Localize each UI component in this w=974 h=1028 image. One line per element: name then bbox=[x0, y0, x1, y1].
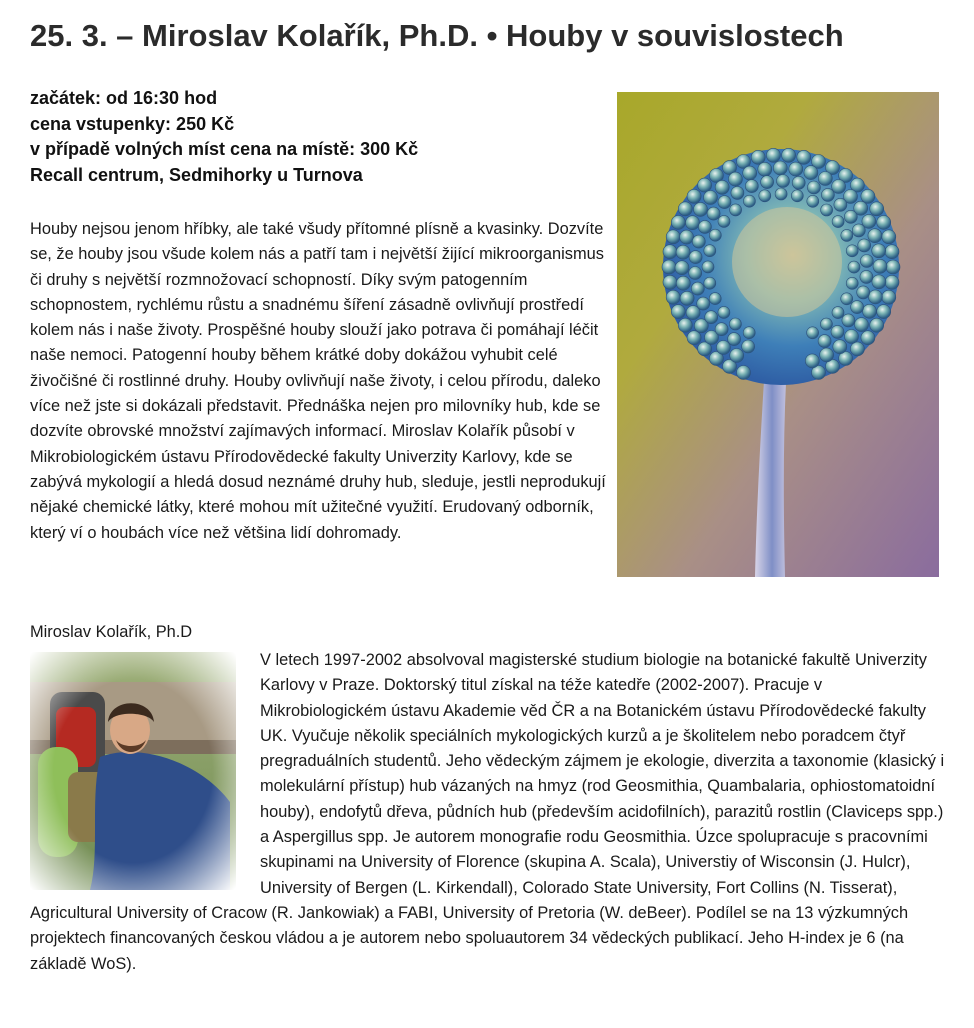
door-price: v případě volných míst cena na místě: 300 Kč bbox=[30, 139, 419, 159]
fungus-micrograph-image bbox=[617, 92, 939, 577]
page-title: 25. 3. – Miroslav Kolařík, Ph.D. • Houby v souvislostech bbox=[30, 18, 844, 53]
event-venue: Recall centrum, Sedmihorky u Turnova bbox=[30, 164, 363, 185]
event-info bbox=[30, 86, 600, 188]
speaker-name-heading: Miroslav Kolařík, Ph.D bbox=[30, 623, 193, 641]
event-description: Houby nejsou jenom hříbky, ale také všudy přítomné plísně a kvasinky. Dozvíte se, že houby jsou všude kolem nás a patří tam i největší žijící mikroorganismus či druhy s největší rozmnožovací schopností. Díky svým patogenním schopnostem, rychlému růstu a snadnému šíření zásadně ovlivňují prostředí kolem nás i naše životy. Prospěšné houby slouží jako potrava či pomáhají léčit naše nemoci. Patogenní houby během krátké doby dokážou vyhubit celé živočišné či rostlinné druhy. Houby ovlivňují naše životy, i celou přírodu, daleko více než jste si dokázali představit. Přednáška nejen pro milovníky hub, kde se dozvíte obrovské množství zajímavých informací. Miroslav Kolařík působí v Mikrobiologickém ústavu Přírodovědecké fakulty Univerzity Karlovy, kde se zabývá mykologií a hledá dosud neznámé druhy hub, sleduje, jestli neprodukují nějaké chemické látky, které mohou mít užitečné využití. Erudovaný odborník, který ví o houbách více než většina lidí dohromady. bbox=[30, 220, 606, 542]
event-start-time: začátek: od 16:30 hod bbox=[30, 88, 218, 108]
speaker-bio-text: V letech 1997-2002 absolvoval magisterské studium biologie na botanické fakultě Univerzity Karlovy v Praze. Doktorský titul získal na téže katedře (2002-2007). Pracuje v Mikrobiologickém ústavu Akademie věd ČR a na Botanickém ústavu Přírodovědecké fakulty UK. Vyučuje několik speciálních mykologických kurzů a je školitelem nebo poradcem čtyř pregraduálních studentů. Jeho vědeckým zájmem je ekologie, diverzita a taxonomie (klasický i molekulární přístup) hub vázaných na hmyz (rod Geosmithia, Quambalaria, ophiostomatoidní houby), endofytů dřeva, půdních hub (především acidofilních), parazitů rostlin (Claviceps spp.) a Aspergillus spp. Je autorem monografie rodu Geosmithia. Úzce spolupracuje s pracovními skupinami na University of Florence (skupina A. Scala), Universtiy of Wisconsin (J. Hulcr), University of Bergen (L. Kirkendall), Colorado State University, Fort Collins (N. Tisserat), Agricultural University of Cracow (R. Jankowiak) a FABI, University of Pretoria (W. deBeer). Podílel se na 13 výzkumných projektech financovaných českou vládou a je autorem nebo spoluautorem 34 vědeckých publikací. Jeho H-index je 6 (na základě WoS). bbox=[30, 651, 945, 973]
ticket-price: cena vstupenky: 250 Kč bbox=[30, 113, 235, 134]
bio-image-spacer bbox=[30, 648, 260, 900]
speaker-bio bbox=[30, 648, 950, 977]
